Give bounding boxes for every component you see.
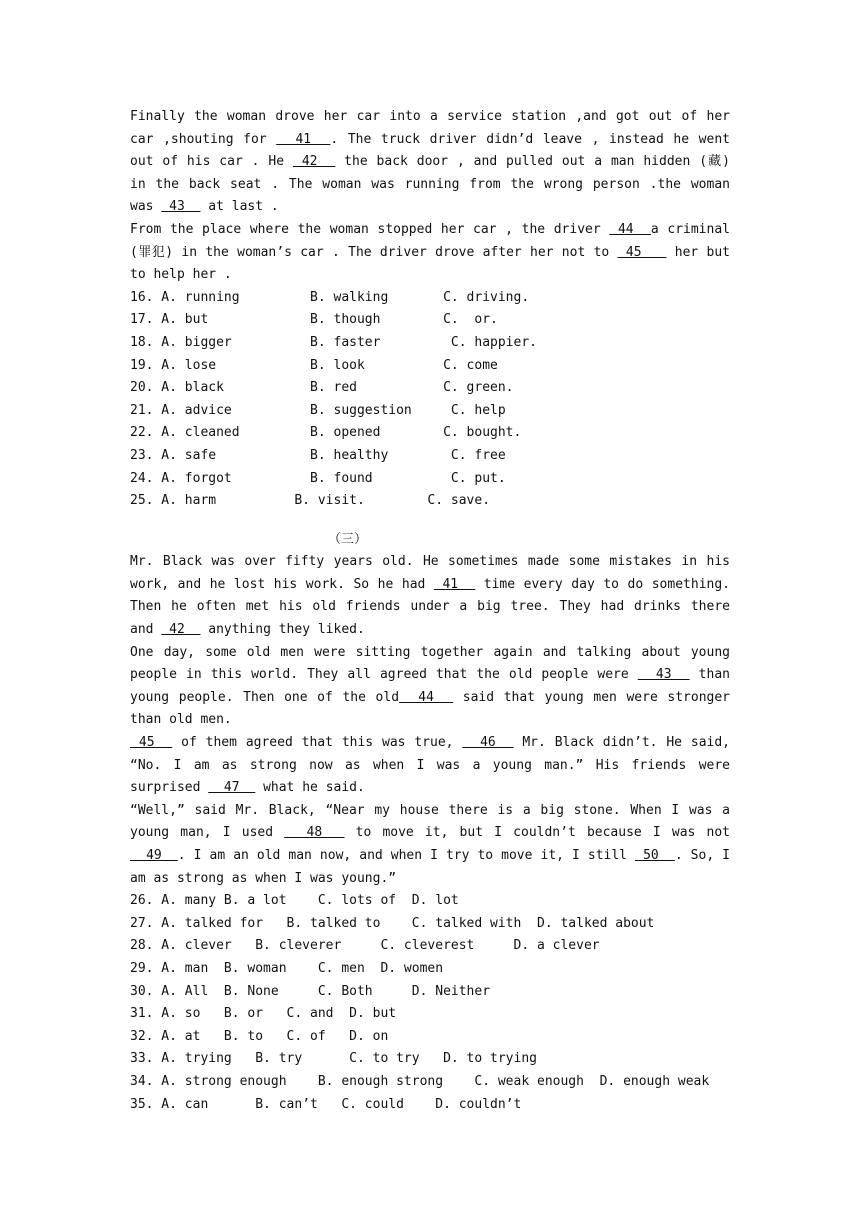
- question-16-options: 16. A. running B. walking C. driving.: [130, 289, 530, 305]
- question-34-options: 34. A. strong enough B. enough strong C. weak enough D. enough weak: [130, 1073, 710, 1089]
- passage3-paragraph-1: Mr. Black was over fifty years old. He sometimes made some mistakes in his work, and he lost his work. So he had 41 time every day to do something. Then he often met his old friends under a big tree. They had drinks there and 42 anything they liked.: [130, 554, 731, 638]
- answer-blank: 43: [637, 667, 690, 683]
- question-32-options: 32. A. at B. to C. of D. on: [130, 1028, 389, 1044]
- question-31-options: 31. A. so B. or C. and D. but: [130, 1006, 397, 1022]
- question-35-options: 35. A. can B. can’t C. could D. couldn’t: [130, 1096, 522, 1112]
- passage2-paragraph-2: From the place where the woman stopped her car , the driver 44 a criminal (罪犯) in the woman’s car . The driver drove after her not to 45 her but to help her .: [130, 221, 731, 283]
- document-page: [130, 106, 730, 1116]
- question-27-options: 27. A. talked for B. talked to C. talked with D. talked about: [130, 915, 655, 931]
- passage3-paragraph-3: 45 of them agreed that this was true, 46 Mr. Black didn’t. He said, “No. I am as strong now as when I was a young man.” His friends were surprised 47 what he said.: [130, 735, 731, 796]
- question-22-options: 22. A. cleaned B. opened C. bought.: [130, 425, 522, 441]
- answer-blank: 48: [284, 825, 345, 841]
- answer-blank: 41: [276, 131, 331, 147]
- answer-blank: 47: [208, 780, 256, 796]
- question-26-options: 26. A. many B. a lot C. lots of D. lot: [130, 893, 459, 909]
- answer-blank: 45: [130, 735, 173, 751]
- question-18-options: 18. A. bigger B. faster C. happier.: [130, 334, 537, 350]
- answer-blank: 44: [399, 689, 454, 705]
- answer-blank: 41: [433, 576, 476, 592]
- passage3-paragraph-4: “Well,” said Mr. Black, “Near my house there is a big stone. When I was a young man, I used 48 to move it, but I couldn’t because I was not 49 . I am an old man now, and when I try to move it, I still 50 . So, I am as strong as when I was young.”: [130, 802, 731, 886]
- question-20-options: 20. A. black B. red C. green.: [130, 380, 514, 396]
- answer-blank: 43: [161, 199, 201, 215]
- question-24-options: 24. A. forgot B. found C. put.: [130, 470, 506, 486]
- question-29-options: 29. A. man B. woman C. men D. women: [130, 960, 444, 976]
- question-28-options: 28. A. clever B. cleverer C. cleverest D. a clever: [130, 938, 600, 954]
- passage3-options: [130, 890, 730, 1116]
- passage2-paragraph-1: Finally the woman drove her car into a service station ,and got out of her car ,shouting for 41 . The truck driver didn’d leave , instead he went out of his car . He 42 the back door , and pulled out a man hidden (藏) in the back seat . The woman was running from the wrong person .the woman was 43 at last .: [130, 109, 730, 215]
- answer-blank: 50: [635, 848, 675, 863]
- passage2-options: [130, 287, 730, 513]
- answer-blank: 46: [462, 735, 514, 751]
- answer-blank: 45: [617, 244, 667, 260]
- answer-blank: 49: [130, 848, 178, 863]
- question-33-options: 33. A. trying B. try C. to try D. to trying: [130, 1051, 537, 1067]
- answer-blank: 42: [292, 154, 336, 170]
- question-23-options: 23. A. safe B. healthy C. free: [130, 447, 506, 463]
- question-17-options: 17. A. but B. though C. or.: [130, 312, 498, 328]
- question-19-options: 19. A. lose B. look C. come: [130, 357, 498, 373]
- answer-blank: 44: [609, 221, 651, 237]
- passage3-paragraph-2: One day, some old men were sitting together again and talking about young people in this world. They all agreed that the old people were 43 than young people. Then one of the old 44 said that young men were stronger than old men.: [130, 644, 731, 728]
- question-25-options: 25. A. harm B. visit. C. save.: [130, 493, 491, 509]
- question-21-options: 21. A. advice B. suggestion C. help: [130, 402, 506, 418]
- question-30-options: 30. A. All B. None C. Both D. Neither: [130, 983, 491, 999]
- answer-blank: 42: [161, 622, 201, 638]
- section-heading: （三）: [328, 531, 368, 547]
